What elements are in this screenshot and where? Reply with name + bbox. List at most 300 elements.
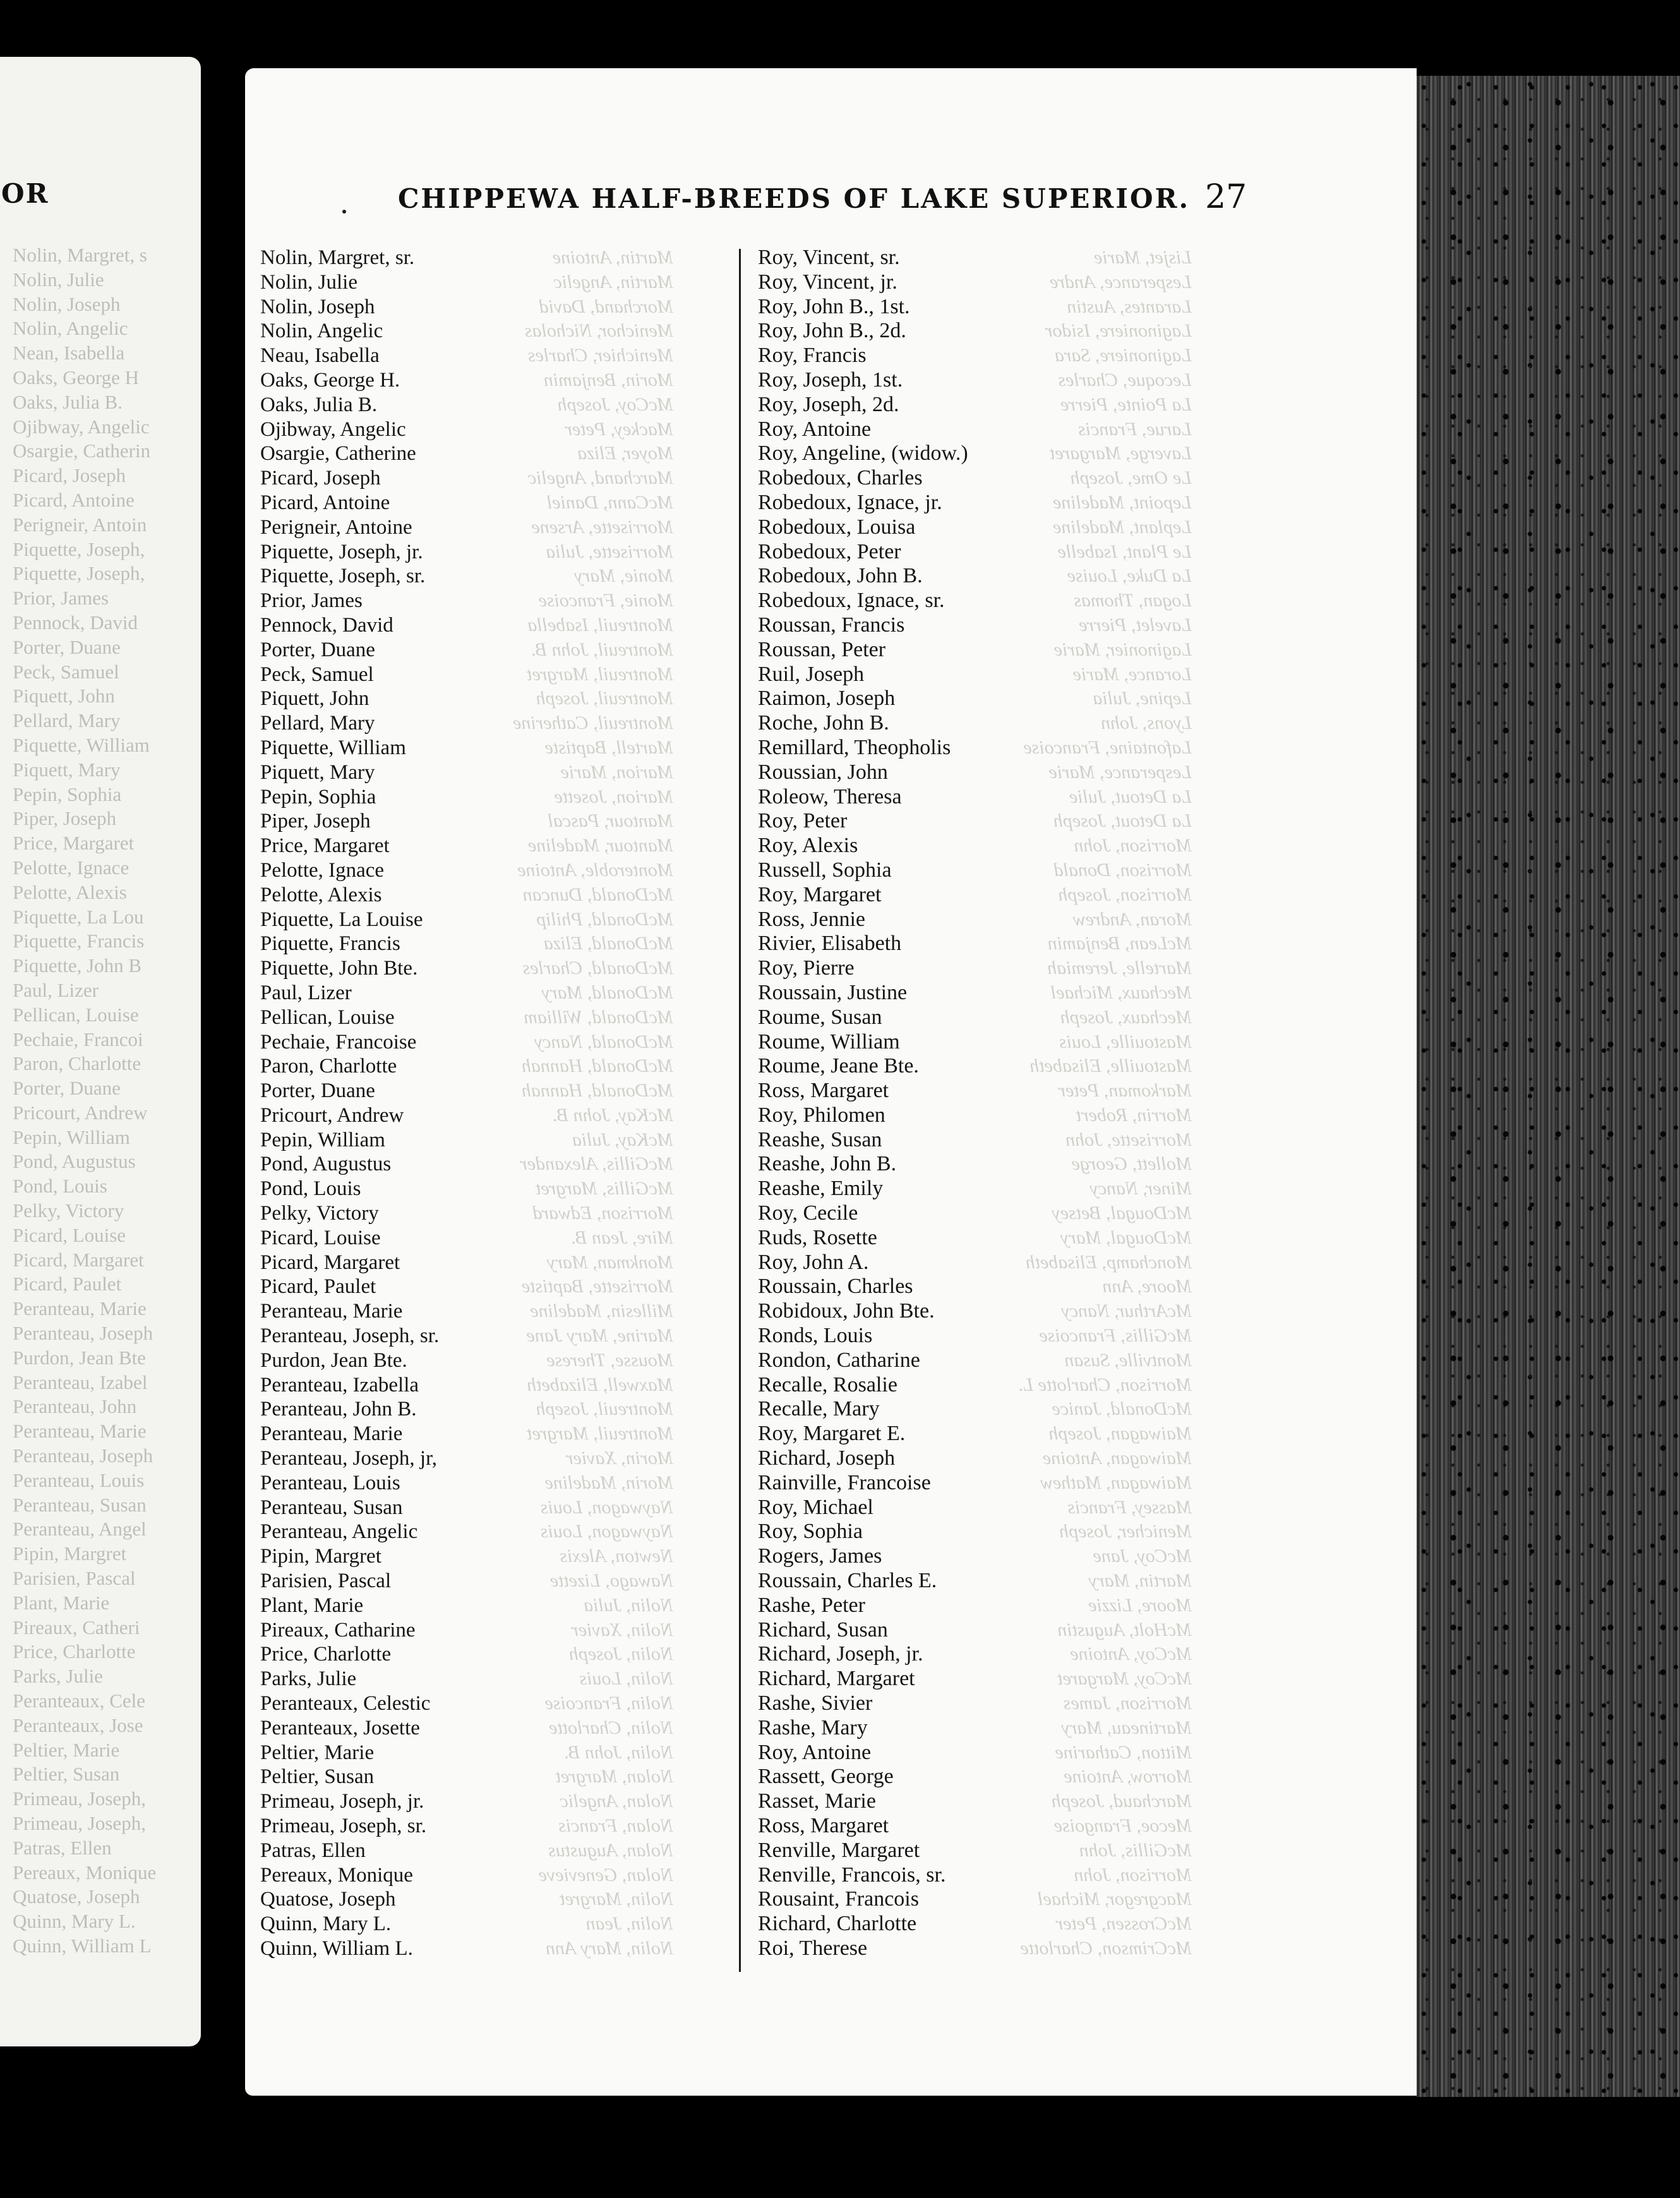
name-entry: Purdon, Jean Bte. <box>260 1348 407 1372</box>
name-entry: Maxwell, Elizabeth <box>527 1374 673 1395</box>
name-entry: McDonald, Mary <box>541 982 673 1003</box>
name-entry: McCoy, Antoine <box>1070 1643 1192 1665</box>
name-entry: Lecoque, Charles <box>1058 369 1192 390</box>
name-entry: Lavelet, Pierre <box>1079 614 1192 635</box>
name-entry: Osargie, Catherine <box>260 442 416 465</box>
name-entry: Marchaud, Joseph <box>1051 1791 1192 1812</box>
name-entry: Pond, Augustus <box>13 1150 136 1173</box>
name-entry: Peranteau, Angelic <box>260 1520 418 1544</box>
name-entry: Pipin, Margret <box>13 1542 127 1565</box>
name-entry: Roy, Vincent, sr. <box>758 246 900 269</box>
name-entry: Rogers, James <box>758 1544 882 1568</box>
name-entry: Piper, Joseph <box>13 807 117 830</box>
name-entry: McKay, John B. <box>552 1104 673 1126</box>
name-entry: Ruds, Rosette <box>758 1225 877 1249</box>
name-entry: Lepoint, Madeline <box>1053 491 1192 513</box>
name-entry: Parisien, Pascal <box>13 1567 136 1590</box>
name-entry: Nolin, Margret <box>560 1889 673 1910</box>
name-entry: Peltier, Marie <box>260 1741 375 1764</box>
name-entry: Le Plant, Isabelle <box>1057 541 1192 562</box>
left-page-column <box>13 243 202 1959</box>
name-entry: Nawago, Lizette <box>549 1570 673 1592</box>
name-entry: Mantour, Madeline <box>527 835 673 856</box>
name-entry: Nolin, Xavier <box>571 1619 673 1640</box>
name-entry: Prior, James <box>13 587 109 610</box>
name-entry: Price, Charlotte <box>260 1643 392 1666</box>
name-entry: Nolin, Mary Ann <box>545 1937 673 1959</box>
name-entry: Pechaie, Francoise <box>260 1030 417 1054</box>
name-entry: Quinn, Mary L. <box>260 1913 392 1936</box>
name-entry: Piquett, John <box>260 687 369 711</box>
name-entry: Morrison, John <box>1074 835 1192 856</box>
name-entry: Peranteau, Susan <box>260 1496 403 1519</box>
name-entry: Leplant, Madeline <box>1053 516 1192 537</box>
name-entry: McDonald, Charles <box>522 958 673 979</box>
name-entry: Osargie, Catherin <box>13 440 151 462</box>
name-entry: Roy, Margaret E. <box>758 1422 906 1446</box>
name-entry: Nolin, Margret, sr. <box>260 246 415 269</box>
name-entry: Picard, Louise <box>260 1226 381 1249</box>
name-entry: Monkman, Mary <box>546 1251 673 1273</box>
name-entry: Pereaux, Monique <box>260 1863 413 1887</box>
name-entry: McDonald, Eliza <box>543 933 673 954</box>
name-entry: Peltier, Susan <box>13 1763 120 1786</box>
name-entry: La Pointe, Pierre <box>1060 393 1192 415</box>
name-entry: Roy, Antoine <box>758 1740 872 1764</box>
name-entry: McGillis, Margret <box>536 1178 673 1199</box>
name-entry: Montreuil, Isabella <box>527 614 673 635</box>
name-entry: Ronds, Louis <box>758 1324 873 1348</box>
name-entry: Roy, Sophia <box>758 1520 863 1544</box>
name-entry: Martin, Angelic <box>553 271 673 292</box>
name-entry: Rivier, Elisabeth <box>758 932 902 956</box>
name-entry: Nolan, Genevieve <box>538 1864 673 1885</box>
name-entry: McDonald, Philip <box>536 908 673 930</box>
name-entry: Primeau, Joseph, <box>13 1812 146 1834</box>
name-entry: Peranteau, John B. <box>260 1398 417 1421</box>
name-entry: Roussan, Francis <box>758 613 905 637</box>
name-entry: Picard, Margaret <box>13 1248 144 1271</box>
name-entry: Nean, Isabella <box>13 342 125 364</box>
name-entry: Peranteau, Louis <box>260 1471 400 1494</box>
name-entry: Robedoux, Ignace, jr. <box>758 490 942 514</box>
name-entry: Pepin, William <box>13 1126 130 1148</box>
name-entry: Robedoux, Charles <box>758 466 923 490</box>
name-entry: Pond, Augustus <box>260 1153 392 1176</box>
name-entry: Richard, Susan <box>758 1618 888 1642</box>
name-entry: Piquette, Joseph, <box>13 562 145 585</box>
name-entry: Paul, Lizer <box>260 981 352 1004</box>
name-entry: Martin, Mary <box>1088 1570 1192 1592</box>
name-entry: Reashe, Emily <box>758 1177 884 1201</box>
name-entry: Patras, Ellen <box>13 1836 112 1859</box>
name-entry: Mechaux, Michael <box>1050 982 1192 1003</box>
name-entry: Roy, Pierre <box>758 956 855 980</box>
name-entry: McGillis, John <box>1079 1839 1192 1861</box>
name-entry: Menichor, Nicholas <box>524 320 673 342</box>
name-entry: Monchamp, Elisabeth <box>1025 1251 1192 1273</box>
name-entry: Picard, Louise <box>13 1223 126 1246</box>
name-entry: Ojibway, Angelic <box>260 417 406 441</box>
name-entry: Piquette, Joseph, jr. <box>260 540 423 563</box>
name-entry: Pechaie, Francoi <box>13 1028 143 1050</box>
name-entry: Peranteau, Joseph, sr. <box>260 1324 440 1348</box>
name-entry: Roche, John B. <box>758 711 889 735</box>
name-entry: Millesin, Madeline <box>530 1300 673 1322</box>
name-entry: McDonald, William <box>524 1006 673 1028</box>
name-entry: Quinn, William L. <box>260 1937 413 1960</box>
name-entry: Price, Margaret <box>260 834 390 858</box>
name-entry: Maiwagan, Antoine <box>1042 1448 1192 1469</box>
name-entry: Rashe, Mary <box>758 1715 868 1739</box>
name-entry: Piquette, William <box>260 736 406 759</box>
name-entry: Montreuil, John B. <box>531 639 673 660</box>
name-entry: Peranteau, Marie <box>13 1420 147 1443</box>
name-entry: Pelky, Victory <box>13 1199 124 1222</box>
name-entry: Monteroble, Antoine <box>517 859 673 880</box>
name-entry: Nolin, John B. <box>563 1741 673 1763</box>
name-entry: Roy, Michael <box>758 1495 873 1519</box>
name-entry: Piquette, Francis <box>13 930 145 952</box>
name-entry: Nolin, Jean <box>585 1913 673 1935</box>
name-entry: Nolin, Joseph <box>568 1643 673 1665</box>
name-entry: Naywagon, Louis <box>540 1496 673 1518</box>
page-number: 27 <box>1205 178 1247 216</box>
name-entry: Piquette, John B <box>13 954 142 977</box>
name-entry: Pellard, Mary <box>13 709 121 732</box>
name-entry: Nolin, Charlotte <box>549 1717 673 1738</box>
name-entry: Peck, Samuel <box>13 660 119 683</box>
name-entry: Quinn, William L <box>13 1934 152 1957</box>
name-entry: Logan, Thomas <box>1074 590 1192 611</box>
name-entry: Laginoniere, Sara <box>1054 345 1192 366</box>
show-through-column-right <box>1018 246 1192 1961</box>
name-entry: Nolin, Joseph <box>260 295 375 318</box>
name-entry: Pellican, Louise <box>260 1006 395 1029</box>
name-entry: Robedoux, Louisa <box>758 515 916 539</box>
name-entry: Maiwagan, Mathew <box>1040 1472 1192 1493</box>
name-entry: Mantour, Pascal <box>548 810 673 832</box>
name-entry: Picard, Antoine <box>13 488 135 511</box>
name-entry: Marion, Marie <box>560 761 673 783</box>
name-entry: Roy, Margaret <box>758 882 882 906</box>
name-entry: McKay, Julia <box>572 1129 673 1150</box>
name-entry: Oaks, George H. <box>260 368 400 392</box>
name-entry: McDonald, Duncan <box>522 884 673 905</box>
name-entry: Price, Charlotte <box>13 1640 136 1663</box>
name-entry: Lisjet, Marie <box>1094 247 1192 268</box>
name-entry: Perigneir, Antoine <box>260 515 412 539</box>
name-entry: Montreuil, Joseph <box>536 1398 673 1420</box>
name-entry: Nolan, Augustus <box>548 1839 673 1861</box>
page-edge-speckle <box>1417 76 1680 2097</box>
name-entry: Roy, Francis <box>758 344 867 368</box>
name-entry: Rassett, George <box>758 1765 894 1789</box>
name-entry: Prior, James <box>260 589 363 613</box>
name-entry: Oaks, George H <box>13 366 140 388</box>
name-entry: Peranteau, Izabel <box>13 1371 148 1393</box>
name-entry: Peranteau, Joseph <box>13 1444 153 1467</box>
name-entry: Lorance, Marie <box>1072 663 1192 685</box>
name-entry: Menicher, Joseph <box>1059 1521 1192 1542</box>
name-entry: Roy, Antoine <box>758 417 872 441</box>
name-entry: Piquette, Francis <box>260 932 400 956</box>
name-entry: Morrison, Charlotte L. <box>1018 1374 1192 1395</box>
name-entry: Peranteaux, Josette <box>260 1716 420 1739</box>
name-entry: Nolin, Francoise <box>544 1693 673 1714</box>
name-entry: Nolan, Margret <box>555 1766 673 1787</box>
name-entry: Picard, Paulet <box>13 1273 122 1295</box>
name-entry: Primeau, Joseph, sr. <box>260 1815 427 1837</box>
name-entry: Morrisette, Arsene <box>531 516 673 537</box>
name-entry: Pelotte, Ignace <box>260 858 385 882</box>
name-entry: Massey, Francis <box>1067 1496 1192 1518</box>
name-entry: Robedoux, John B. <box>758 564 923 588</box>
name-entry: Roleow, Theresa <box>758 784 902 808</box>
name-entry: Rasset, Marie <box>758 1789 876 1813</box>
name-entry: Piquett, Mary <box>13 758 121 781</box>
name-entry: Mechaux, Joseph <box>1060 1006 1192 1028</box>
name-entry: Richard, Joseph <box>758 1446 896 1470</box>
name-entry: Roussain, Justine <box>758 980 908 1004</box>
name-entry: Moran, Andrew <box>1072 908 1192 930</box>
name-entry: Pireaux, Catheri <box>13 1616 140 1638</box>
name-entry: Montreuil, Margret <box>527 663 673 685</box>
name-entry: Rashe, Sivier <box>758 1691 873 1715</box>
name-entry: Larantes, Austin <box>1067 296 1192 317</box>
name-entry: Montreuil, Margret <box>527 1423 673 1444</box>
name-entry: Markoman, Peter <box>1058 1080 1192 1102</box>
name-entry: Laginonier, Marie <box>1053 639 1192 660</box>
name-entry: Rashe, Peter <box>758 1593 865 1617</box>
name-entry: McDonald, Janice <box>1052 1398 1192 1420</box>
name-entry: Porter, Duane <box>13 635 121 658</box>
name-entry: Roussan, Peter <box>758 637 886 661</box>
name-entry: Peltier, Marie <box>13 1738 120 1761</box>
name-entry: Morrow, Antoine <box>1064 1766 1192 1787</box>
name-entry: Richard, Charlotte <box>758 1912 917 1936</box>
name-entry: Pelotte, Alexis <box>260 883 382 906</box>
name-entry: Pepin, William <box>260 1128 385 1151</box>
name-entry: Roy, Alexis <box>758 834 858 858</box>
name-entry: Roume, William <box>758 1030 900 1054</box>
name-entry: Price, Margaret <box>13 832 135 855</box>
name-entry: Reashe, John B. <box>758 1152 897 1176</box>
name-entry: Mire, Jean B. <box>570 1227 673 1248</box>
name-entry: Roy, John A. <box>758 1250 869 1274</box>
name-entry: Peranteau, Izabella <box>260 1373 419 1396</box>
name-entry: Peltier, Susan <box>260 1765 375 1789</box>
name-entry: Peranteau, Marie <box>13 1297 147 1320</box>
name-entry: Roy, Cecile <box>758 1201 858 1225</box>
name-entry: Morrison, Joseph <box>1058 884 1192 905</box>
name-entry: Rousaint, Francois <box>758 1887 919 1911</box>
name-entry: Piquette, Joseph, sr. <box>260 565 426 588</box>
name-entry: Mastouille, Elisabeth <box>1029 1055 1192 1077</box>
name-entry: Morrison, James <box>1063 1693 1192 1714</box>
names-column-r <box>758 246 968 1961</box>
name-entry: Morrison, Donald <box>1053 859 1192 880</box>
name-entry: Picard, Margaret <box>260 1251 400 1274</box>
name-entry: Morrisette, Julia <box>546 541 673 562</box>
name-entry: Peranteau, Joseph <box>13 1322 153 1345</box>
name-entry: Reashe, Susan <box>758 1127 882 1151</box>
name-entry: Pennock, David <box>260 613 393 637</box>
name-entry: Oaks, Julia B. <box>260 393 378 416</box>
name-entry: Robedoux, Peter <box>758 539 901 563</box>
name-entry: Mollett, George <box>1071 1153 1192 1175</box>
name-entry: Mecoe, Frangoise <box>1053 1815 1192 1836</box>
name-entry: Pireaux, Catharine <box>260 1618 416 1642</box>
name-entry: Picard, Joseph <box>13 464 126 487</box>
name-entry: Ross, Margaret <box>758 1079 889 1103</box>
name-entry: Morin, Xavier <box>565 1448 673 1469</box>
name-entry: Purdon, Jean Bte <box>13 1346 146 1369</box>
name-entry: Roy, Joseph, 2d. <box>758 392 899 416</box>
name-entry: Martelle, Jeremiah <box>1047 958 1192 979</box>
name-entry: Recalle, Rosalie <box>758 1372 897 1396</box>
name-entry: Peranteaux, Cele <box>13 1690 146 1712</box>
name-entry: McCann, Daniel <box>546 491 673 513</box>
name-entry: Naywagon, Louis <box>540 1521 673 1542</box>
name-entry: Nolin, Julie <box>260 270 357 294</box>
name-entry: McGillis, Francoise <box>1039 1325 1192 1347</box>
name-entry: Quatose, Joseph <box>13 1885 140 1908</box>
name-entry: Richard, Joseph, jr. <box>758 1642 923 1666</box>
name-entry: Roi, Therese <box>758 1936 868 1960</box>
name-entry: Paron, Charlotte <box>260 1055 397 1078</box>
name-entry: Morrisette, John <box>1065 1129 1192 1150</box>
name-entry: Peranteau, Louis <box>13 1468 145 1491</box>
name-entry: Porter, Duane <box>13 1077 121 1100</box>
name-entry: Pellican, Louise <box>13 1003 139 1026</box>
name-entry: Peranteaux, Celestic <box>260 1692 431 1715</box>
name-entry: Paron, Charlotte <box>13 1052 141 1075</box>
name-entry: Lesperance, Andre <box>1050 271 1192 292</box>
name-entry: Mackey, Peter <box>565 418 673 440</box>
name-entry: Roume, Jeane Bte. <box>758 1054 919 1078</box>
name-entry: Roy, Joseph, 1st. <box>758 368 903 392</box>
name-entry: Quatose, Joseph <box>260 1888 396 1911</box>
name-entry: Laginoniere, Isidor <box>1045 320 1192 342</box>
name-entry: Peranteau, Marie <box>260 1300 403 1323</box>
name-entry: Marine, Mary Jane <box>526 1325 673 1347</box>
name-entry: Perigneir, Antoin <box>13 513 147 536</box>
name-entry: Pricourt, Andrew <box>13 1101 148 1124</box>
name-entry: Martineau, Mary <box>1061 1717 1192 1738</box>
name-entry: Pelotte, Ignace <box>13 856 129 879</box>
name-entry: Roussain, Charles E. <box>758 1569 937 1593</box>
name-entry: Primeau, Joseph, <box>13 1787 146 1810</box>
name-entry: McDougal, Betsey <box>1052 1203 1192 1224</box>
name-entry: Lyons, John <box>1100 712 1192 734</box>
name-entry: Larue, Francis <box>1078 418 1192 440</box>
name-entry: Roy, Vincent, jr. <box>758 270 897 294</box>
name-entry: Nolan, Angelic <box>560 1791 673 1812</box>
name-entry: Pepin, Sophia <box>260 785 376 808</box>
name-entry: Moyer, Eliza <box>577 443 673 464</box>
name-entry: Picard, Paulet <box>260 1275 376 1299</box>
name-entry: McHolt, Augustin <box>1057 1619 1192 1640</box>
name-entry: Peranteaux, Jose <box>13 1714 143 1736</box>
name-entry: McLean, Benjamin <box>1047 933 1192 954</box>
name-entry: Recalle, Mary <box>758 1397 880 1421</box>
name-entry: Parks, Julie <box>260 1667 357 1691</box>
name-entry: Monie, Francoise <box>538 590 673 611</box>
name-entry: Martell, Baptiste <box>544 736 673 758</box>
name-entry: Raimon, Joseph <box>758 687 896 711</box>
name-entry: Neau, Isabella <box>260 344 380 368</box>
name-entry: Lesperance, Marie <box>1048 761 1192 783</box>
name-entry: Laverge, Margaret <box>1050 443 1192 464</box>
name-entry: Pond, Louis <box>260 1177 361 1201</box>
name-entry: Pipin, Margret <box>260 1545 381 1568</box>
name-entry: McCrimson, Charlotte <box>1020 1937 1192 1959</box>
name-entry: Morin, Madeline <box>544 1472 673 1493</box>
name-entry: McCoy, Jane <box>1093 1546 1192 1567</box>
name-entry: Ross, Jennie <box>758 907 865 931</box>
name-entry: McCrossen, Peter <box>1055 1913 1192 1935</box>
printer-mark <box>342 210 346 213</box>
name-entry: Piquette, William <box>13 733 150 756</box>
name-entry: Newton, Alexis <box>560 1546 673 1567</box>
name-entry: Lepine, Julia <box>1093 688 1192 709</box>
name-entry: Monie, Mary <box>574 565 673 587</box>
name-entry: McDonald, Hannah <box>521 1080 673 1102</box>
name-entry: Roussian, John <box>758 760 888 784</box>
name-entry: Rainville, Francoise <box>758 1470 931 1494</box>
name-entry: Roy, Peter <box>758 809 848 833</box>
name-entry: Pond, Louis <box>13 1175 107 1198</box>
name-entry: Peranteau, Susan <box>13 1493 147 1516</box>
name-entry: Nolin, Joseph <box>13 292 121 315</box>
name-entry: Pellard, Mary <box>260 712 375 735</box>
name-entry: Porter, Duane <box>260 1079 375 1103</box>
name-entry: Oaks, Julia B. <box>13 390 123 413</box>
name-entry: Morin, Benjamin <box>543 369 673 390</box>
name-entry: Nolin, Angelic <box>13 317 128 340</box>
name-entry: Menichier, Charles <box>527 345 673 366</box>
name-entry: Roussain, Charles <box>758 1275 913 1299</box>
name-entry: McDonald, Hannah <box>521 1055 673 1077</box>
name-entry: Moore, Ann <box>1102 1276 1192 1297</box>
name-entry: Primeau, Joseph, jr. <box>260 1790 424 1813</box>
name-entry: Montreuil, Joseph <box>536 688 673 709</box>
name-entry: Plant, Marie <box>260 1594 364 1617</box>
name-entry: Pelky, Victory <box>260 1202 379 1225</box>
name-entry: Lafontaine, Francoise <box>1023 736 1192 758</box>
name-entry: McArthur, Nancy <box>1061 1300 1192 1322</box>
name-entry: Piper, Joseph <box>260 810 371 833</box>
name-entry: Remillard, Theopholis <box>758 735 951 759</box>
name-entry: Plant, Marie <box>13 1591 110 1614</box>
name-entry: La Duke, Louise <box>1067 565 1192 587</box>
name-entry: Robidoux, John Bte. <box>758 1299 935 1323</box>
name-entry: Nolin, Angelic <box>260 320 383 343</box>
show-through-column-left <box>513 246 673 1961</box>
name-entry: Piquette, Joseph, <box>13 537 145 560</box>
name-entry: Rondon, Catharine <box>758 1348 920 1372</box>
name-entry: Piquett, John <box>13 685 115 707</box>
name-entry: Morrisette, Baptiste <box>521 1276 673 1297</box>
name-entry: Picard, Antoine <box>260 491 390 514</box>
name-entry: Roy, Philomen <box>758 1103 885 1127</box>
name-entry: Ruil, Joseph <box>758 662 865 686</box>
name-entry: Pricourt, Andrew <box>260 1103 404 1127</box>
name-entry: Montville, Susan <box>1064 1349 1192 1371</box>
name-entry: La Detout, Julie <box>1069 786 1192 807</box>
name-entry: Mitton, Catharine <box>1055 1741 1192 1763</box>
